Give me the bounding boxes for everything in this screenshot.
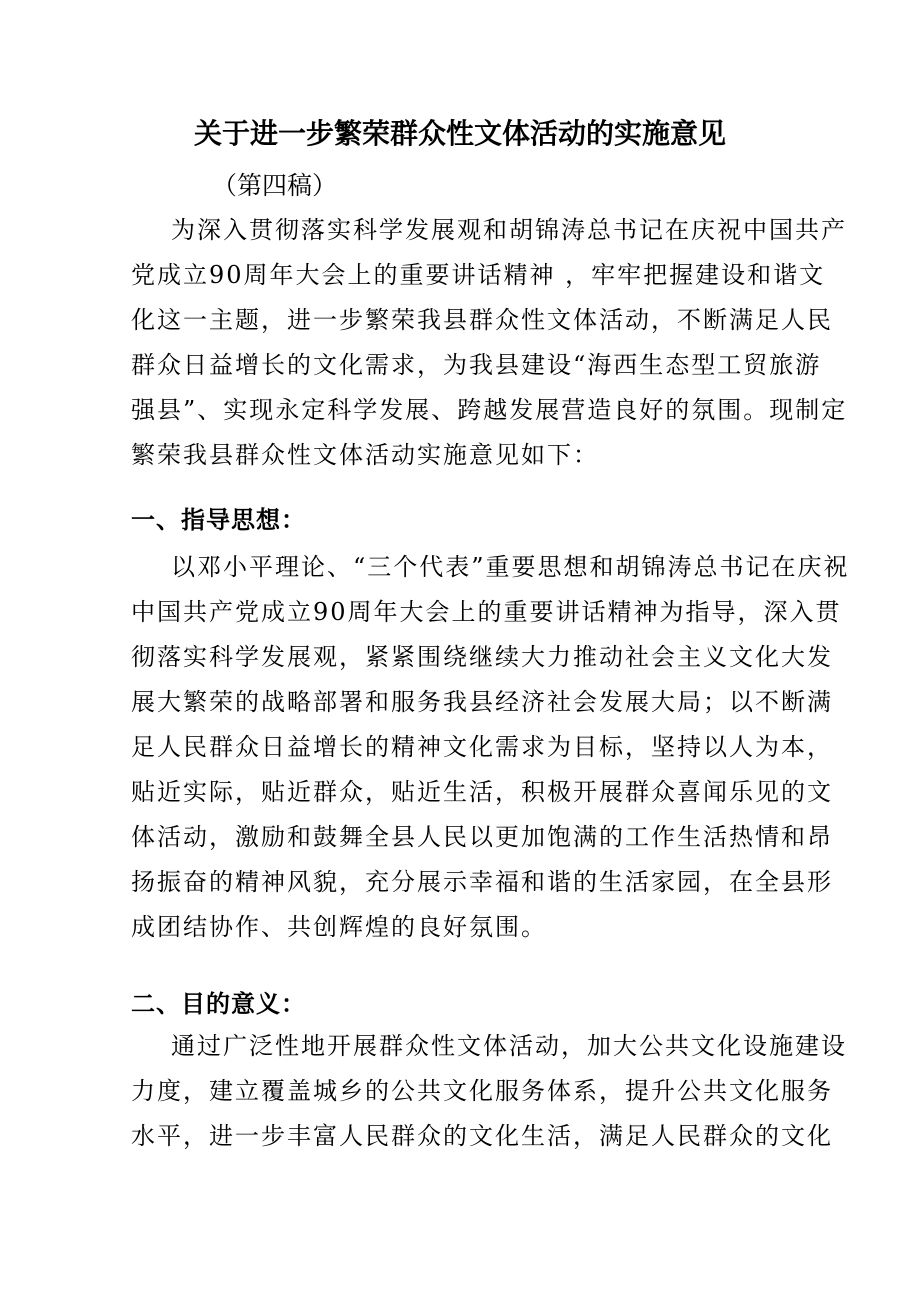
paragraph-line: 繁荣我县群众性文体活动实施意见如下： (131, 441, 599, 469)
section-heading-guiding-ideology: 一、指导思想： (131, 506, 306, 534)
guiding-ideology-paragraph (131, 545, 850, 950)
paragraph-line: 强县”、实现永定科学发展、跨越发展营造良好的氛围。现制定 (131, 396, 848, 424)
paragraph-line: 为深入贯彻落实科学发展观和胡锦涛总书记在庆祝中国共产 (171, 216, 847, 244)
draft-version: （第四稿） (212, 171, 338, 200)
purpose-paragraph (131, 1024, 847, 1159)
paragraph-line: 党成立90周年大会上的重要讲话精神 ，牢牢把握建设和谐文 (131, 261, 826, 289)
paragraph-line: 展大繁荣的战略部署和服务我县经济社会发展大局；以不断满 (131, 688, 833, 716)
section-heading-purpose: 二、目的意义： (131, 990, 306, 1018)
paragraph-line: 力度，建立覆盖城乡的公共文化服务体系，提升公共文化服务 (131, 1077, 833, 1105)
paragraph-line: 足人民群众日益增长的精神文化需求为目标，坚持以人为本， (131, 733, 833, 761)
paragraph-line: 化这一主题，进一步繁荣我县群众性文体活动，不断满足人民 (131, 306, 833, 334)
paragraph-line: 成团结协作、共创辉煌的良好氛围。 (131, 913, 547, 941)
paragraph-line: 彻落实科学发展观，紧紧围绕继续大力推动社会主义文化大发 (131, 643, 833, 671)
paragraph-line: 以邓小平理论、“三个代表”重要思想和胡锦涛总书记在庆祝 (171, 553, 850, 581)
paragraph-line: 通过广泛性地开展群众性文体活动，加大公共文化设施建设 (171, 1032, 847, 1060)
document-title: 关于进一步繁荣群众性文体活动的实施意见 (193, 117, 726, 150)
paragraph-line: 贴近实际，贴近群众，贴近生活，积极开展群众喜闻乐见的文 (131, 778, 833, 806)
paragraph-line: 中国共产党成立90周年大会上的重要讲话精神为指导，深入贯 (131, 598, 842, 626)
paragraph-line: 体活动，激励和鼓舞全县人民以更加饱满的工作生活热情和昂 (131, 823, 833, 851)
paragraph-line: 水平，进一步丰富人民群众的文化生活，满足人民群众的文化 (131, 1122, 833, 1150)
paragraph-line: 群众日益增长的文化需求，为我县建设“海西生态型工贸旅游 (131, 351, 822, 379)
paragraph-line: 扬振奋的精神风貌，充分展示幸福和谐的生活家园，在全县形 (131, 868, 833, 896)
intro-paragraph (131, 208, 848, 478)
